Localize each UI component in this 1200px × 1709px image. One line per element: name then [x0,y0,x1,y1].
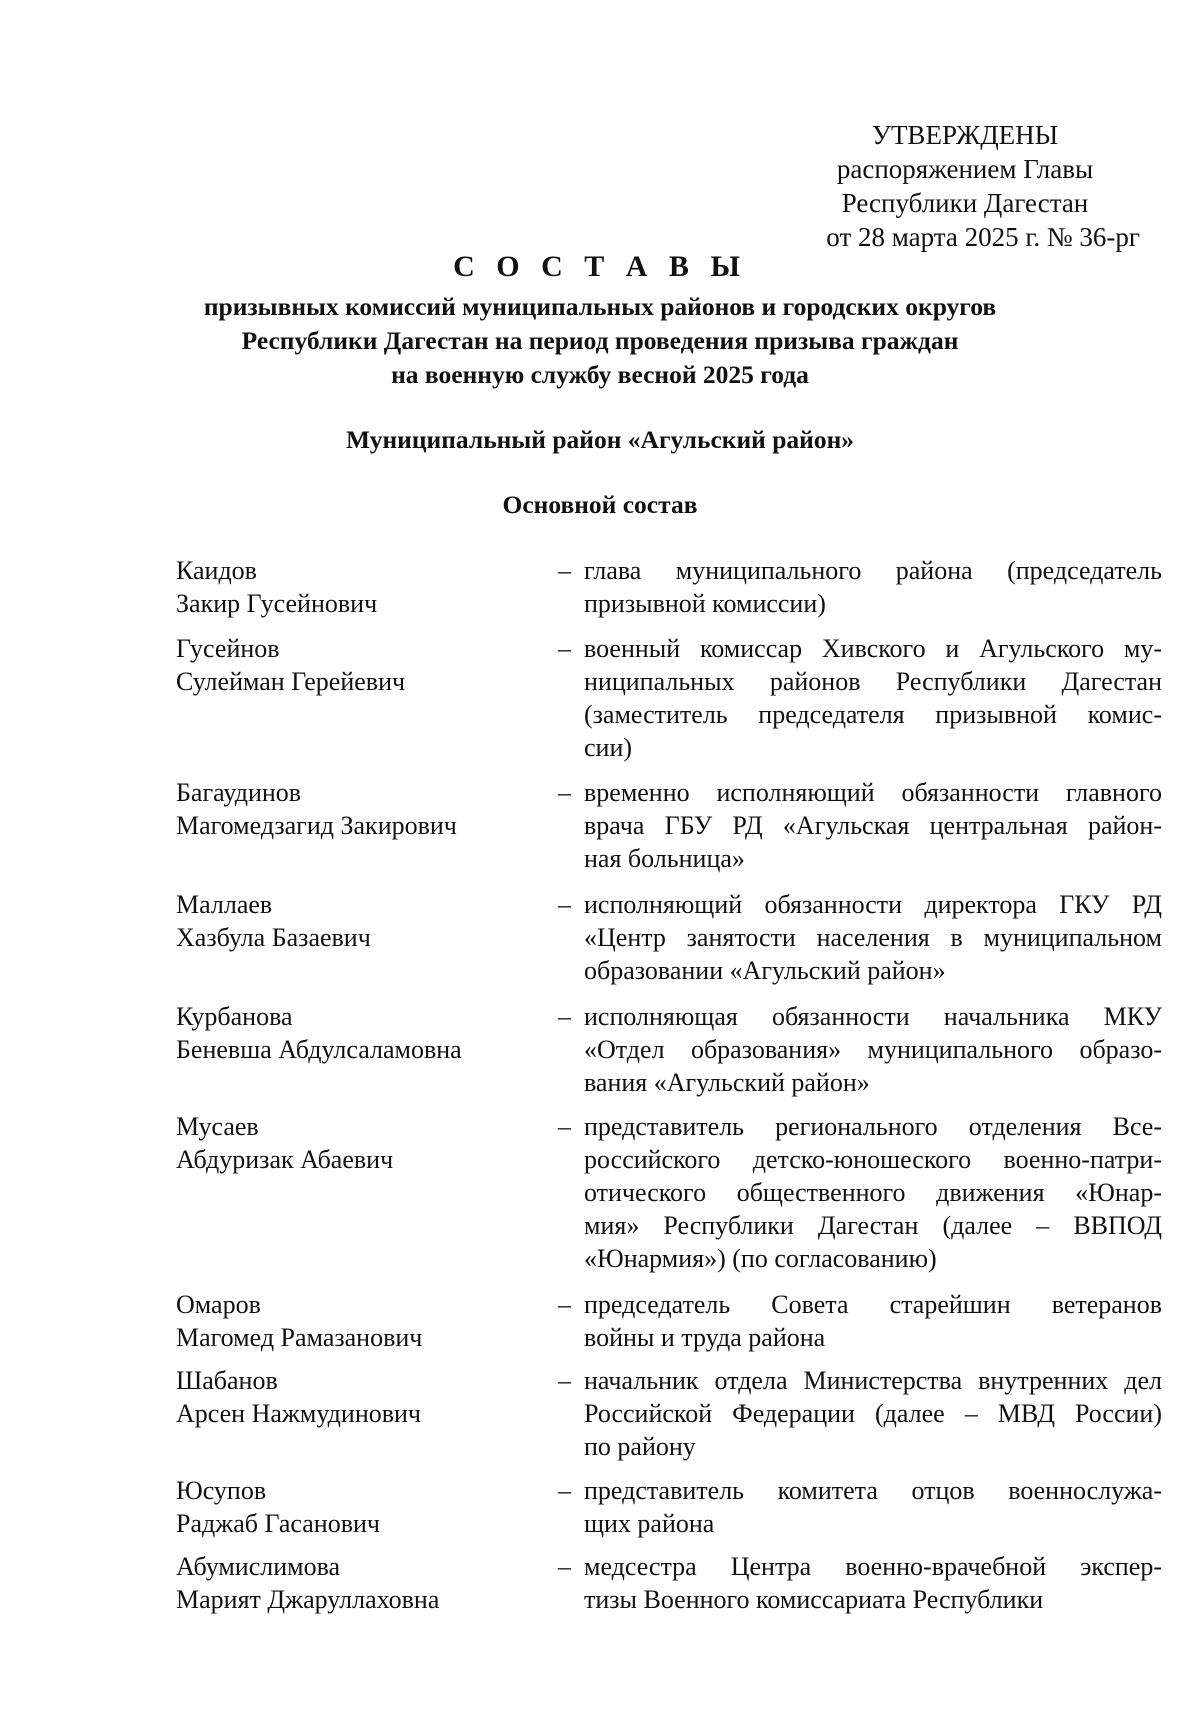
role-line: «Отдел образования» муниципального образо- [584,1035,1162,1064]
member-given-name: Беневша Абдулсаламовна [176,1035,462,1064]
member-surname: Шабанов [176,1366,278,1395]
dash-separator: – [558,1112,571,1141]
member-name [176,1364,536,1430]
role-line: представитель комитета отцов военнослужа- [584,1476,1162,1505]
approval-line-1: УТВЕРЖДЕНЫ [871,120,1059,150]
dash-separator: – [558,556,571,585]
role-line: призывной комиссии) [584,589,826,618]
district-heading: Муниципальный район «Агульский район» [345,425,855,454]
member-name [176,1288,536,1354]
document-subtitle [150,290,1050,392]
member-surname: Гусейнов [176,634,280,663]
role-line: врача ГБУ РД «Агульская центральная район- [584,811,1162,840]
role-line: образовании «Агульский район» [584,956,946,985]
member-name [176,632,536,698]
role-line: глава муниципального района (председатель [584,556,1162,585]
member-role [584,554,1162,620]
role-line: российского детско-юношеского военно-патри- [584,1145,1162,1174]
member-name [176,1550,536,1616]
dash-separator: – [558,778,571,807]
member-surname: Абумислимова [176,1552,341,1581]
member-role [584,1550,1162,1616]
role-line: медсестра Центра военно-врачебной экспер- [584,1552,1162,1581]
role-line: ниципальных районов Республики Дагестан [584,667,1162,696]
member-given-name: Раджаб Гасанович [176,1509,380,1538]
approval-stamp [780,118,1150,254]
member-name [176,776,536,842]
member-surname: Маллаев [176,890,273,919]
member-surname: Каидов [176,556,257,585]
role-line: войны и труда района [584,1323,826,1352]
role-line: исполняющий обязанности директора ГКУ РД [584,890,1162,919]
member-surname: Курбанова [176,1002,293,1031]
dash-separator: – [558,1366,571,1395]
dash-separator: – [558,1552,571,1581]
member-role [584,1288,1162,1354]
member-role [584,1474,1162,1540]
member-given-name: Абдуризак Абаевич [176,1145,394,1174]
dash-separator: – [558,1476,571,1505]
member-name [176,1000,536,1066]
role-line: начальник отдела Министерства внутренних дел [584,1366,1162,1395]
member-name [176,888,536,954]
member-given-name: Магомед Рамазанович [176,1323,423,1352]
subtitle-line-3: на военную службу весной 2025 года [391,360,809,389]
role-line: представитель регионального отделения Все- [584,1112,1162,1141]
role-line: щих района [584,1509,715,1538]
member-role [584,632,1162,764]
role-line: отического общественного движения «Юнар- [584,1178,1162,1207]
approval-date: от 28 марта 2025 г. № 36-рг [826,222,1140,252]
role-line: по району [584,1432,696,1461]
member-role [584,776,1162,875]
member-name [176,1474,536,1540]
role-line: временно исполняющий обязанности главного [584,778,1162,807]
member-role [584,888,1162,987]
member-surname: Юсупов [176,1476,267,1505]
member-surname: Омаров [176,1290,261,1319]
member-role [584,1110,1162,1275]
dash-separator: – [558,890,571,919]
member-given-name: Арсен Нажмудинович [176,1399,422,1428]
role-line: (заместитель председателя призывной комис- [584,700,1162,729]
subtitle-line-1: призывных комиссий муниципальных районов и городских округов [203,292,997,321]
member-name [176,554,536,620]
role-line: мия» Республики Дагестан (далее – ВВПОД [584,1211,1162,1240]
dash-separator: – [558,1290,571,1319]
role-line: военный комиссар Хивского и Агульского му- [584,634,1162,663]
dash-separator: – [558,1002,571,1031]
member-name [176,1110,536,1176]
member-given-name: Сулейман Герейевич [176,667,406,696]
member-surname: Багаудинов [176,778,302,807]
role-line: сии) [584,733,633,762]
member-given-name: Марият Джаруллаховна [176,1585,440,1614]
document-title: С О С Т А В Ы [453,250,747,283]
role-line: вания «Агульский район» [584,1068,870,1097]
role-line: «Юнармия») (по согласованию) [584,1244,937,1273]
member-given-name: Хазбула Базаевич [176,923,371,952]
member-role [584,1364,1162,1463]
subtitle-line-2: Республики Дагестан на период проведения призыва граждан [241,326,959,355]
role-line: «Центр занятости населения в муниципальном [584,923,1162,952]
approval-line-2: распоряжением Главы [836,154,1094,184]
member-role [584,1000,1162,1099]
member-surname: Мусаев [176,1112,259,1141]
approval-line-3: Республики Дагестан [841,188,1089,218]
dash-separator: – [558,634,571,663]
role-line: Российской Федерации (далее – МВД России) [584,1399,1162,1428]
role-line: председатель Совета старейшин ветеранов [584,1290,1162,1319]
composition-heading: Основной состав [502,490,698,519]
role-line: тизы Военного комиссариата Республики [584,1585,1044,1614]
role-line: ная больница» [584,844,745,873]
role-line: исполняющая обязанности начальника МКУ [584,1002,1162,1031]
member-given-name: Закир Гусейнович [176,589,378,618]
member-given-name: Магомедзагид Закирович [176,811,457,840]
